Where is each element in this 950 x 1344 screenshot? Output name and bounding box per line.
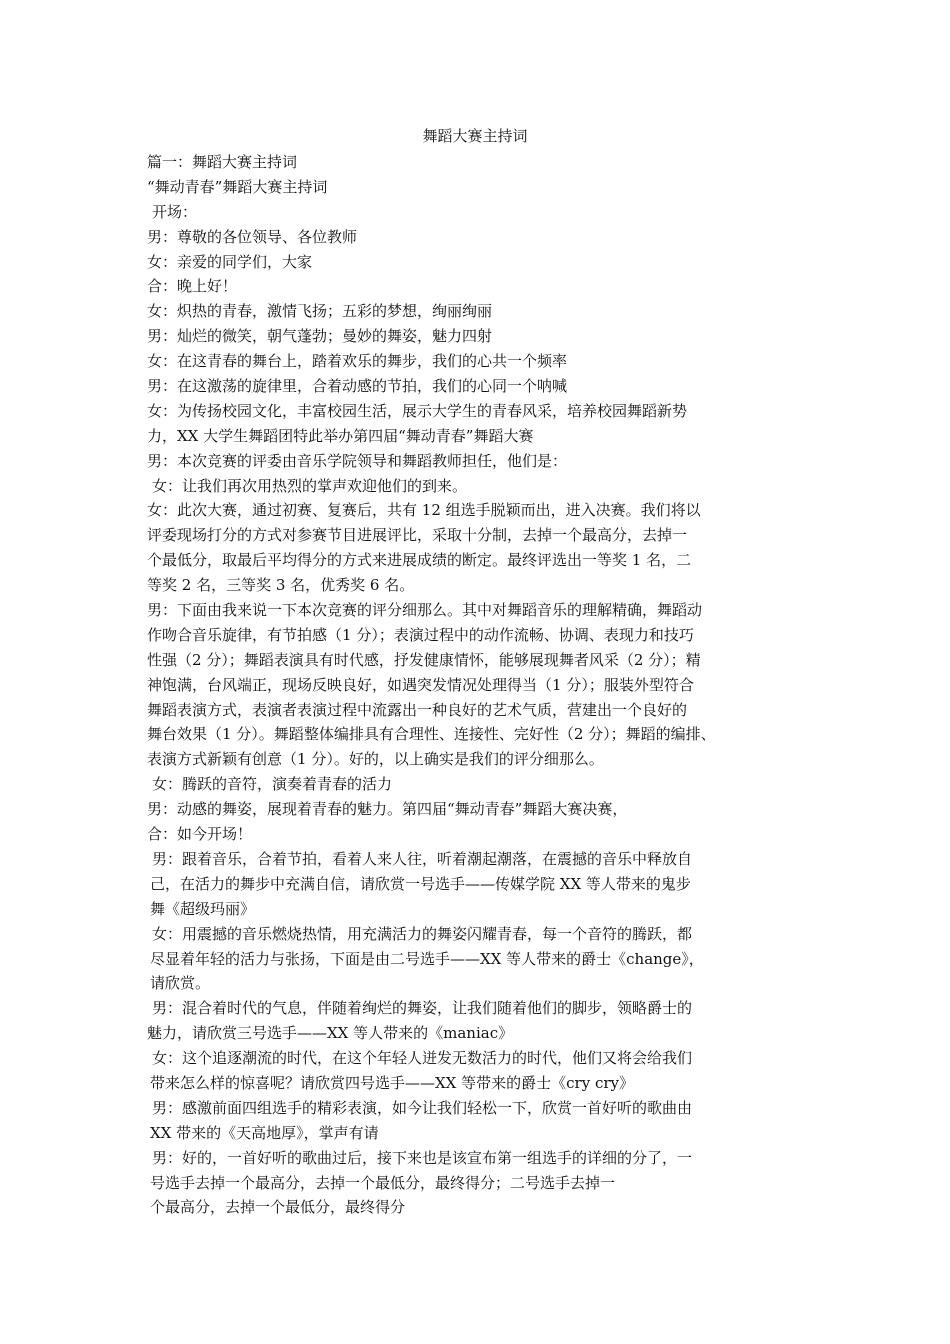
- text-line: 女：在这青春的舞台上，踏着欢乐的舞步，我们的心共一个频率: [147, 352, 568, 371]
- text-line: 男：在这激荡的旋律里，合着动感的节拍，我们的心同一个呐喊: [147, 377, 568, 396]
- text-line: 男：动感的舞姿，展现着青春的魅力。第四届“舞动青春”舞蹈大赛决赛，: [147, 800, 628, 819]
- text-line: 女：为传扬校园文化，丰富校园生活，展示大学生的青春风采，培养校园舞蹈新势: [147, 401, 688, 420]
- text-line: 女：炽热的青春，激情飞扬；五彩的梦想，绚丽绚丽: [147, 302, 493, 321]
- text-line: 己，在活力的舞步中充满自信，请欣赏一号选手——传媒学院 XX 等人带来的鬼步: [150, 874, 691, 893]
- text-line: 篇一：舞蹈大赛主持词: [147, 153, 298, 171]
- text-line: 等奖 2 名，三等奖 3 名，优秀奖 6 名。: [147, 576, 415, 595]
- text-line: 评委现场打分的方式对参赛节目进展评比，采取十分制，去掉一个最高分，去掉一: [147, 526, 688, 545]
- text-line: 女：亲爱的同学们，大家: [147, 252, 313, 271]
- text-line: 舞蹈表演方式，表演者表演过程中流露出一种良好的艺术气质，营建出一个良好的: [147, 700, 688, 719]
- text-line: 男：灿烂的微笑，朝气蓬勃；曼妙的舞姿，魅力四射: [147, 327, 493, 346]
- text-line: 舞《超级玛丽》: [150, 899, 256, 918]
- text-line: 舞台效果（1 分）。舞蹈整体编排具有合理性、连接性、完好性（2 分）；舞蹈的编排、: [147, 725, 716, 744]
- text-line: “舞动青春”舞蹈大赛主持词: [147, 177, 328, 196]
- text-line: XX 带来的《天高地厚》，掌声有请: [150, 1123, 379, 1142]
- text-line: 表演方式新颖有创意（1 分）。好的，以上确实是我们的评分细那么。: [147, 750, 604, 769]
- text-line: 合：如今开场！: [147, 825, 253, 844]
- text-line: 男：混合着时代的气息，伴随着绚烂的舞姿，让我们随着他们的脚步，领略爵士的: [152, 999, 693, 1018]
- text-line: 开场：: [152, 202, 198, 221]
- text-line: 性强（2 分）；舞蹈表演具有时代感，抒发健康情怀，能够展现舞者风采（2 分）；精: [147, 650, 701, 669]
- text-line: 个最高分，去掉一个最低分，最终得分: [150, 1198, 406, 1217]
- document-body: [0, 150, 950, 1220]
- text-line: 男：尊敬的各位领导、各位教师: [147, 227, 358, 246]
- text-line: 女：用震撼的音乐燃烧热情，用充满活力的舞姿闪耀青春，每一个音符的腾跃，都: [152, 924, 693, 943]
- text-line: 女：此次大赛，通过初赛、复赛后，共有 12 组选手脱颖而出，进入决赛。我们将以: [147, 501, 701, 520]
- text-line: 个最低分，取最后平均得分的方式来进展成绩的断定。最终评选出一等奖 1 名，二: [147, 551, 692, 570]
- text-line: 作吻合音乐旋律，有节拍感（1 分）；表演过程中的动作流畅、协调、表现力和技巧: [147, 625, 694, 644]
- text-line: 女：腾跃的音符，演奏着青春的活力: [152, 775, 393, 794]
- text-line: 男：好的，一首好听的歌曲过后，接下来也是该宣布第一组选手的详细的分了，一: [152, 1148, 693, 1167]
- text-line: 号选手去掉一个最高分，去掉一个最低分，最终得分；二号选手去掉一: [150, 1173, 616, 1192]
- text-line: 魅力，请欣赏三号选手——XX 等人带来的《maniac》: [147, 1024, 514, 1043]
- text-line: 男：本次竞赛的评委由音乐学院领导和舞蹈教师担任，他们是：: [147, 451, 568, 470]
- text-line: 神饱满，台风端正，现场反映良好，如遇突发情况处理得当（1 分）；服装外型符合: [147, 675, 694, 694]
- text-line: 请欣赏。: [150, 974, 211, 993]
- text-line: 男：感激前面四组选手的精彩表演，如今让我们轻松一下，欣赏一首好听的歌曲由: [152, 1098, 693, 1117]
- document-title: 舞蹈大赛主持词: [422, 127, 528, 145]
- text-line: 力，XX 大学生舞蹈团特此举办第四届“舞动青春”舞蹈大赛: [147, 426, 534, 445]
- text-line: 带来怎么样的惊喜呢？请欣赏四号选手——XX 等带来的爵士《cry cry》: [150, 1073, 634, 1092]
- text-line: 男：跟着音乐，合着节拍，看着人来人往，听着潮起潮落，在震撼的音乐中释放自: [152, 849, 693, 868]
- text-line: 合：晚上好！: [147, 277, 238, 296]
- text-line: 男：下面由我来说一下本次竞赛的评分细那么。其中对舞蹈音乐的理解精确，舞蹈动: [147, 601, 703, 620]
- text-line: 尽显着年轻的活力与张扬，下面是由二号选手——XX 等人带来的爵士《change》，: [150, 949, 704, 968]
- text-line: 女：让我们再次用热烈的掌声欢迎他们的到来。: [152, 476, 468, 495]
- text-line: 女：这个追逐潮流的时代，在这个年轻人迸发无数活力的时代，他们又将会给我们: [152, 1049, 693, 1068]
